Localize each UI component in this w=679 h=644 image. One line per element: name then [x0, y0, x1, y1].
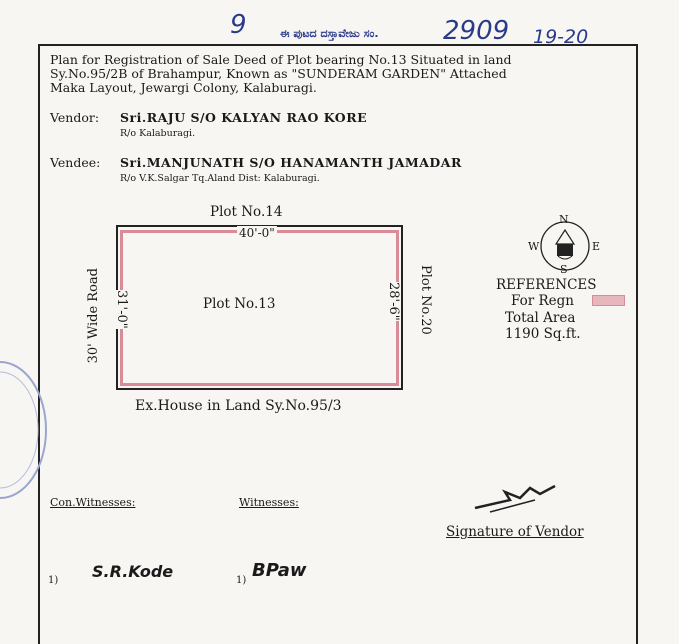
registration-stamp-text: ಈ ಪುಟದ ದಸ್ತಾವೇಜು ಸಂ.	[280, 27, 379, 40]
total-area-label: Total Area	[505, 310, 576, 326]
vendee-name: Sri.MANJUNATH S/O HANAMANTH JAMADAR	[120, 155, 462, 170]
witness-2-signature: BPaw	[252, 560, 307, 581]
signature-of-vendor-label: Signature of Vendor	[446, 524, 584, 540]
header-line-1: Plan for Registration of Sale Deed of Plot bearing No.13 Situated in land	[50, 52, 512, 67]
for-regn-label: For Regn	[511, 293, 574, 309]
left-dimension: 31'-0"	[114, 290, 129, 329]
header-line-3: Maka Layout, Jewargi Colony, Kalaburagi.	[50, 80, 317, 95]
vendor-signature-mark	[470, 478, 560, 522]
witnesses-label: Witnesses:	[239, 496, 299, 509]
vendor-label: Vendor:	[50, 110, 100, 125]
compass-icon	[522, 213, 608, 276]
north-boundary-label: Plot No.14	[210, 204, 283, 220]
west-boundary-label: 30' Wide Road	[86, 268, 101, 364]
vendee-label: Vendee:	[50, 155, 101, 170]
witness-1-signature: S.R.Kode	[92, 562, 174, 581]
vendor-address: R/o Kalaburagi.	[120, 128, 196, 139]
south-boundary-label: Ex.House in Land Sy.No.95/3	[135, 398, 342, 414]
east-boundary-label: Plot No.20	[418, 265, 433, 335]
regn-color-swatch	[592, 295, 625, 306]
references-title: REFERENCES	[496, 277, 597, 293]
vendor-name: Sri.RAJU S/O KALYAN RAO KORE	[120, 110, 368, 125]
witness-1-number: 1)	[48, 575, 59, 586]
compass-e: E	[592, 240, 601, 253]
plot-number-label: Plot No.13	[203, 296, 276, 312]
top-dimension: 40'-0"	[239, 226, 275, 240]
compass-s: S	[560, 263, 568, 276]
compass-w: W	[528, 240, 540, 253]
compass-n: N	[559, 213, 569, 226]
total-area-value: 1190 Sq.ft.	[505, 326, 581, 342]
registration-year: 19-20	[533, 26, 589, 48]
office-seal-stamp	[0, 355, 50, 505]
header-line-2: Sy.No.95/2B of Brahampur, Known as "SUNDERAM GARDEN" Attached	[50, 66, 507, 81]
con-witnesses-label: Con.Witnesses:	[50, 496, 136, 509]
registration-entry-number: 9	[230, 10, 247, 40]
vendee-address: R/o V.K.Salgar Tq.Aland Dist: Kalaburagi.	[120, 173, 320, 184]
right-dimension: 28'-6"	[386, 282, 401, 321]
witness-2-number: 1)	[236, 575, 247, 586]
registration-document-number: 2909	[443, 16, 510, 46]
